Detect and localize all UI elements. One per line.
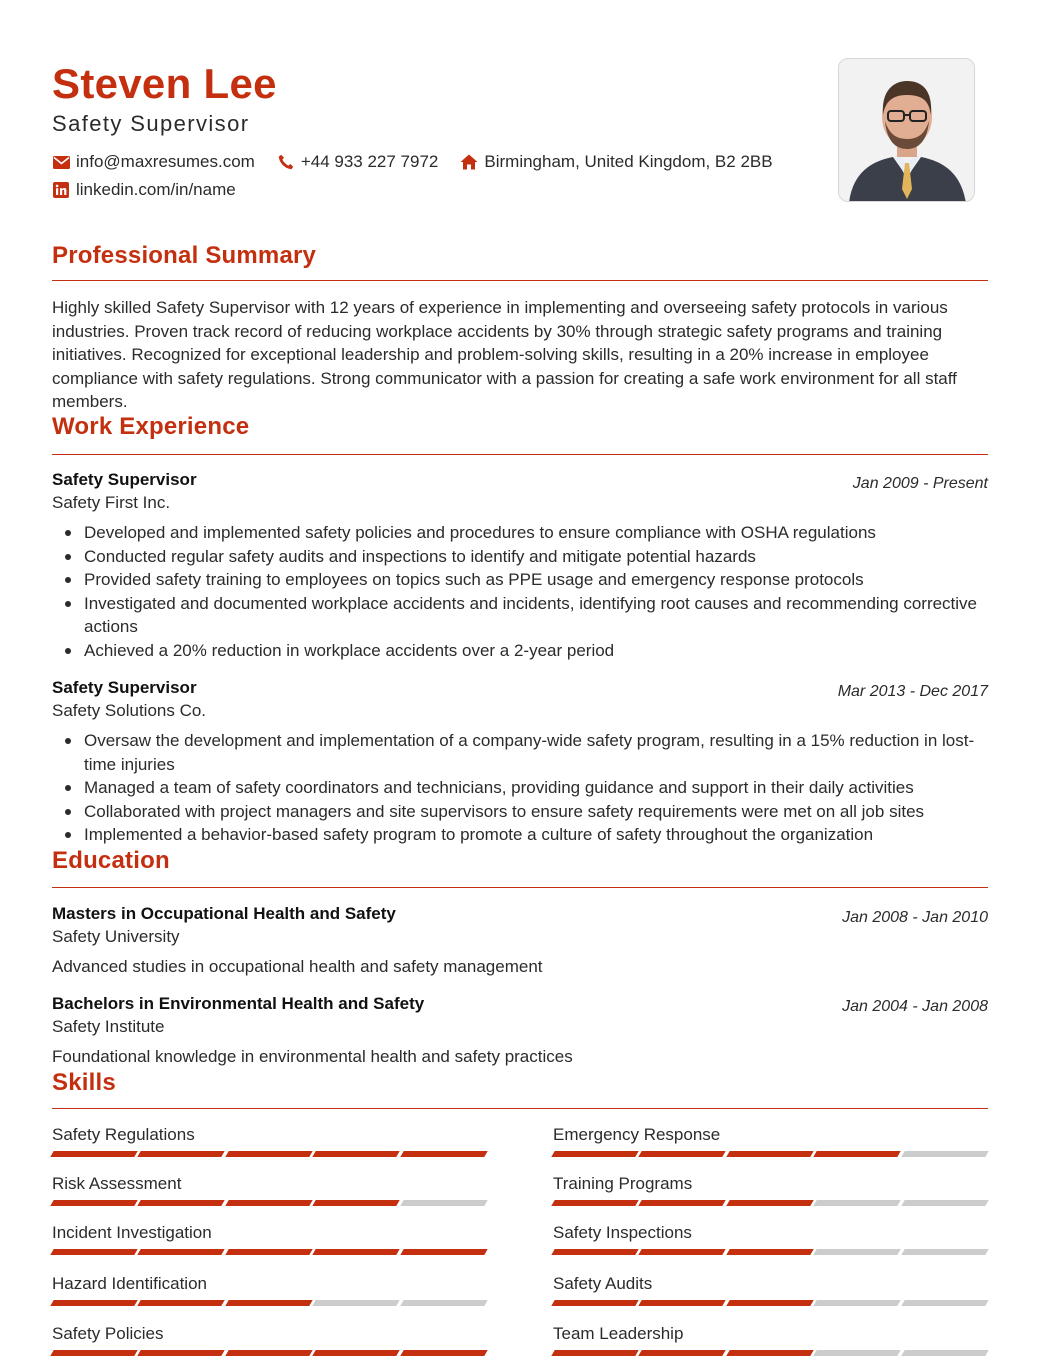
skill-level-segment-empty: [813, 1350, 901, 1356]
skill-level-segment-filled: [726, 1249, 814, 1255]
skill-level-segment-empty: [400, 1200, 488, 1206]
degree-1: Masters in Occupational Health and Safety: [52, 904, 396, 923]
skill-level-segment-empty: [813, 1249, 901, 1255]
skill-level-segment-empty: [901, 1200, 989, 1206]
envelope-icon: [52, 153, 70, 171]
contact-info: [52, 148, 822, 204]
skill-level-bar: [553, 1249, 987, 1255]
degree-dates-2: Jan 2004 - Jan 2008: [842, 998, 988, 1015]
skill-level-bar: [553, 1300, 987, 1306]
skill-level-segment-filled: [639, 1350, 727, 1356]
skill-level-segment-filled: [726, 1300, 814, 1306]
skill-item: [553, 1273, 987, 1317]
skill-level-segment-filled: [312, 1350, 400, 1356]
skill-level-segment-filled: [551, 1350, 639, 1356]
skill-name: Training Programs: [553, 1174, 693, 1193]
section-divider: [52, 887, 988, 888]
skill-level-segment-filled: [138, 1249, 226, 1255]
skill-level-segment-empty: [813, 1300, 901, 1306]
skill-level-segment-filled: [551, 1151, 639, 1157]
section-title-summary: Professional Summary: [52, 242, 317, 269]
skill-level-segment-filled: [312, 1200, 400, 1206]
skill-level-segment-empty: [400, 1300, 488, 1306]
skill-item: [52, 1323, 486, 1367]
section-title-skills: Skills: [52, 1069, 116, 1096]
skill-level-segment-filled: [50, 1151, 138, 1157]
skill-level-segment-filled: [312, 1151, 400, 1157]
skill-level-bar: [52, 1151, 486, 1157]
skill-level-segment-filled: [225, 1249, 313, 1255]
job-title-2: Safety Supervisor: [52, 678, 197, 697]
skill-level-segment-filled: [551, 1300, 639, 1306]
skill-name: Safety Inspections: [553, 1223, 692, 1242]
job-title-1: Safety Supervisor: [52, 470, 197, 489]
list-item: Conducted regular safety audits and inspections to identify and mitigate potential hazards: [52, 545, 988, 569]
job-bullets-1: [52, 521, 988, 662]
skill-name: Risk Assessment: [52, 1174, 182, 1193]
skill-level-segment-filled: [50, 1200, 138, 1206]
skill-level-segment-filled: [400, 1350, 488, 1356]
section-divider: [52, 280, 988, 281]
phone-text: +44 933 227 7972: [300, 152, 439, 171]
skill-level-bar: [52, 1249, 486, 1255]
skill-level-segment-filled: [726, 1151, 814, 1157]
skill-level-bar: [52, 1300, 486, 1306]
skill-level-bar: [553, 1200, 987, 1206]
skill-level-segment-filled: [813, 1151, 901, 1157]
skill-item: [553, 1124, 987, 1168]
skill-level-bar: [553, 1350, 987, 1356]
skill-level-segment-filled: [225, 1200, 313, 1206]
skill-name: Safety Regulations: [52, 1125, 195, 1144]
skill-level-segment-filled: [138, 1300, 226, 1306]
contact-email[interactable]: [52, 148, 255, 176]
skill-level-segment-filled: [225, 1151, 313, 1157]
list-item: Implemented a behavior-based safety program to promote a culture of safety throughout the organization: [52, 823, 988, 847]
skill-level-segment-filled: [400, 1151, 488, 1157]
section-title-experience: Work Experience: [52, 413, 250, 440]
contact-phone[interactable]: [277, 148, 439, 176]
profile-photo: [838, 58, 975, 202]
job-company-1: Safety First Inc.: [52, 493, 171, 512]
home-icon: [460, 153, 478, 171]
list-item: Developed and implemented safety policies and procedures to ensure compliance with OSHA regulations: [52, 521, 988, 545]
skill-level-segment-filled: [50, 1350, 138, 1356]
skill-level-segment-empty: [312, 1300, 400, 1306]
email-text: info@maxresumes.com: [76, 152, 255, 171]
skill-level-bar: [553, 1151, 987, 1157]
skill-level-segment-filled: [639, 1249, 727, 1255]
skill-name: Team Leadership: [553, 1324, 684, 1343]
skill-name: Safety Policies: [52, 1324, 164, 1343]
skill-item: [52, 1222, 486, 1266]
skill-level-bar: [52, 1350, 486, 1356]
contact-linkedin[interactable]: [52, 176, 236, 204]
list-item: Managed a team of safety coordinators and technicians, providing guidance and support in their daily activities: [52, 776, 988, 800]
degree-description-1: Advanced studies in occupational health and safety management: [52, 957, 543, 976]
skill-level-segment-empty: [813, 1200, 901, 1206]
skill-level-segment-filled: [726, 1350, 814, 1356]
skill-name: Emergency Response: [553, 1125, 721, 1144]
skill-level-segment-empty: [901, 1350, 989, 1356]
skill-item: [52, 1173, 486, 1217]
resume-page: [52, 0, 988, 1372]
skill-item: [553, 1222, 987, 1266]
skill-level-segment-filled: [551, 1249, 639, 1255]
skill-level-segment-empty: [901, 1151, 989, 1157]
skill-item: [553, 1323, 987, 1367]
skill-level-bar: [52, 1200, 486, 1206]
skill-item: [52, 1273, 486, 1317]
skill-level-segment-filled: [138, 1200, 226, 1206]
skill-level-segment-filled: [50, 1300, 138, 1306]
list-item: Provided safety training to employees on topics such as PPE usage and emergency response protocols: [52, 568, 988, 592]
skill-level-segment-filled: [138, 1151, 226, 1157]
skill-level-segment-filled: [400, 1249, 488, 1255]
skill-level-segment-filled: [312, 1249, 400, 1255]
degree-description-2: Foundational knowledge in environmental health and safety practices: [52, 1047, 573, 1066]
list-item: Achieved a 20% reduction in workplace accidents over a 2-year period: [52, 639, 988, 663]
skill-item: [52, 1124, 486, 1168]
skill-name: Incident Investigation: [52, 1223, 212, 1242]
degree-2: Bachelors in Environmental Health and Safety: [52, 994, 425, 1013]
skill-level-segment-filled: [639, 1200, 727, 1206]
skill-level-segment-filled: [726, 1200, 814, 1206]
job-dates-2: Mar 2013 - Dec 2017: [837, 683, 988, 700]
list-item: Oversaw the development and implementation of a company-wide safety program, resulting in a 15% reduction in lost-time injuries: [52, 729, 988, 776]
degree-dates-1: Jan 2008 - Jan 2010: [842, 909, 988, 926]
school-2: Safety Institute: [52, 1017, 165, 1036]
location-text: Birmingham, United Kingdom, B2 2BB: [484, 152, 773, 171]
skill-level-segment-filled: [225, 1350, 313, 1356]
skill-level-segment-filled: [639, 1300, 727, 1306]
list-item: Investigated and documented workplace accidents and incidents, identifying root causes and recommending corrective actions: [52, 592, 988, 639]
skill-item: [553, 1173, 987, 1217]
candidate-title: Safety Supervisor: [52, 111, 250, 136]
school-1: Safety University: [52, 927, 180, 946]
skill-name: Hazard Identification: [52, 1274, 207, 1293]
skill-level-segment-filled: [551, 1200, 639, 1206]
summary-text: Highly skilled Safety Supervisor with 12 years of experience in implementing and overseeing safety protocols in various industries. Proven track record of reducing workplace accidents by 30% through strategic safety programs and training initiatives. Recognized for exceptional leadership and problem-solving skills, resulting in a 20% increase in employee compliance with safety regulations. Strong communicator with a passion for creating a safe work environment for all staff members.: [52, 298, 957, 412]
skill-level-segment-empty: [901, 1249, 989, 1255]
section-title-education: Education: [52, 847, 170, 874]
skill-level-segment-filled: [225, 1300, 313, 1306]
contact-location: [460, 148, 772, 176]
skill-level-segment-filled: [50, 1249, 138, 1255]
skill-name: Safety Audits: [553, 1274, 653, 1293]
job-bullets-2: [52, 729, 988, 847]
linkedin-icon: [52, 181, 70, 199]
job-company-2: Safety Solutions Co.: [52, 701, 207, 720]
skill-level-segment-empty: [901, 1300, 989, 1306]
linkedin-text: linkedin.com/in/name: [76, 180, 236, 199]
phone-icon: [277, 153, 295, 171]
job-dates-1: Jan 2009 - Present: [852, 475, 988, 492]
skill-level-segment-filled: [639, 1151, 727, 1157]
resume-header: [52, 58, 988, 208]
candidate-name: Steven Lee: [52, 60, 277, 107]
section-divider: [52, 1108, 988, 1109]
section-divider: [52, 454, 988, 455]
list-item: Collaborated with project managers and site supervisors to ensure safety requirements were met on all job sites: [52, 800, 988, 824]
skill-level-segment-filled: [138, 1350, 226, 1356]
